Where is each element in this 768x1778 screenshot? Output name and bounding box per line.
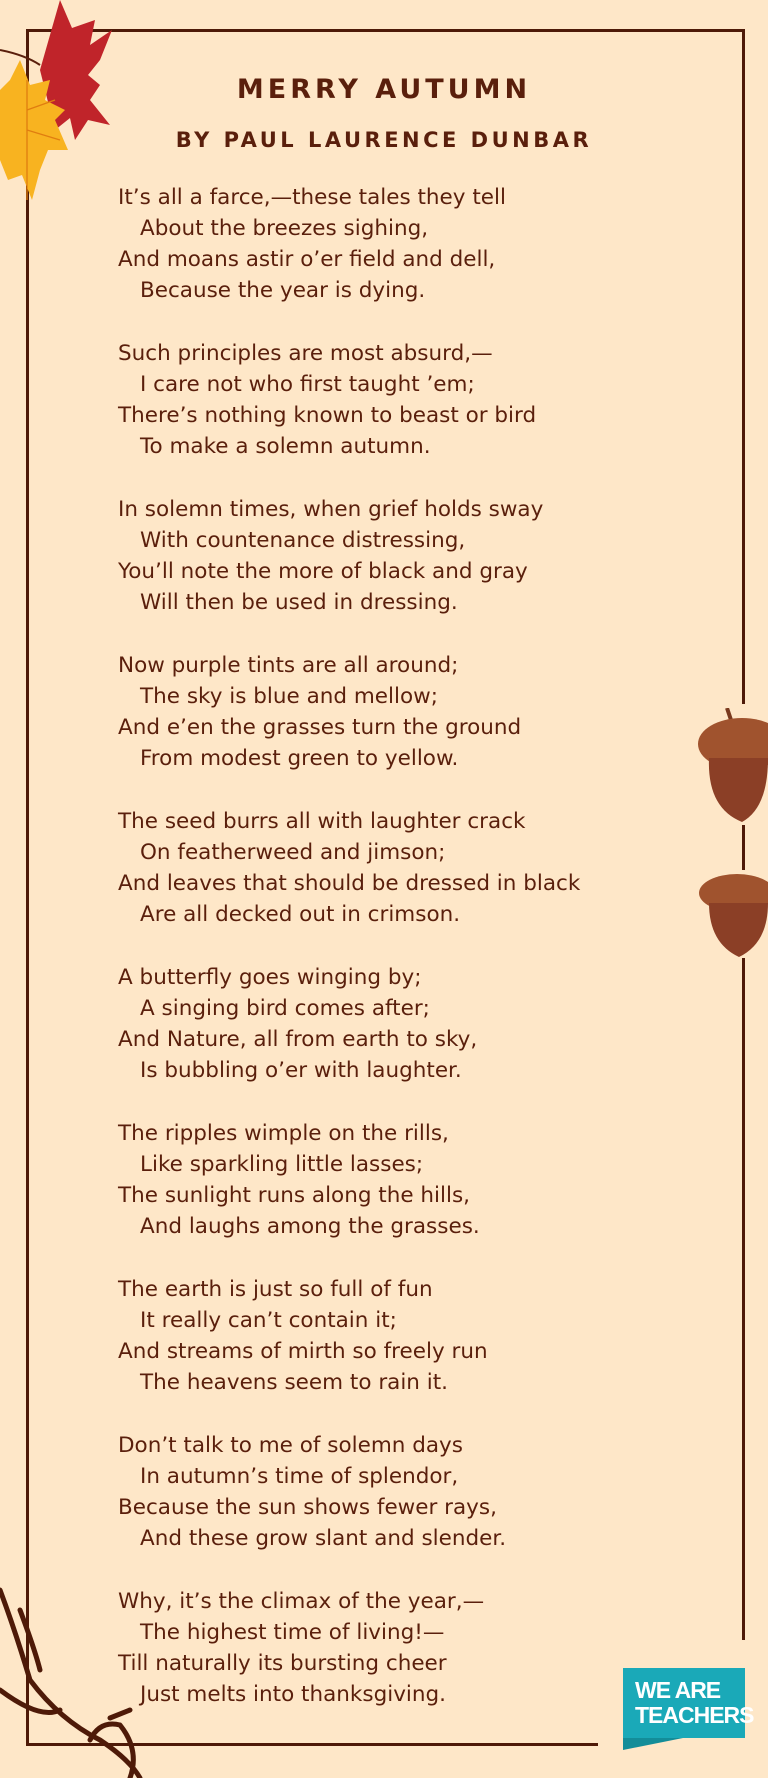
- poem-line: Don’t talk to me of solemn days: [118, 1433, 463, 1458]
- stanza: [118, 806, 580, 930]
- poem-line: It’s all a farce,—these tales they tell: [118, 185, 506, 210]
- poem-line: Are all decked out in crimson.: [140, 902, 461, 927]
- poem-line: Is bubbling o’er with laughter.: [140, 1058, 462, 1083]
- poem-line: I care not who first taught ’em;: [140, 372, 475, 397]
- poem-line: It really can’t contain it;: [140, 1308, 397, 1333]
- frame-right: [742, 825, 745, 870]
- poem-line: The seed burrs all with laughter crack: [118, 809, 526, 834]
- poem-line: And Nature, all from earth to sky,: [118, 1027, 478, 1052]
- acorn-icon: [697, 873, 768, 958]
- stanza: [118, 1274, 580, 1398]
- poem-line: Will then be used in dressing.: [140, 590, 458, 615]
- poem-line: Such principles are most absurd,—: [118, 341, 493, 366]
- logo-line2: TEACHERS: [635, 1702, 754, 1728]
- poem-line: Why, it’s the climax of the year,—: [118, 1589, 485, 1614]
- poem-body: [118, 182, 580, 1742]
- poem-line: And e’en the grasses turn the ground: [118, 715, 522, 740]
- stanza: [118, 338, 580, 462]
- poem-line: About the breezes sighing,: [140, 216, 429, 241]
- poem-line: And moans astir o’er field and dell,: [118, 247, 496, 272]
- poem-line: A butterfly goes winging by;: [118, 965, 422, 990]
- poem-line: With countenance distressing,: [140, 528, 466, 553]
- poem-line: In autumn’s time of splendor,: [140, 1464, 459, 1489]
- stanza: [118, 962, 580, 1086]
- poem-author: BY PAUL LAURENCE DUNBAR: [175, 128, 593, 152]
- we-are-teachers-logo[interactable]: [623, 1668, 754, 1738]
- poem-line: From modest green to yellow.: [140, 746, 459, 771]
- poem-line: A singing bird comes after;: [140, 996, 430, 1021]
- stanza: [118, 182, 580, 306]
- logo-line1: WE ARE: [635, 1677, 721, 1703]
- poem-line: To make a solemn autumn.: [140, 434, 431, 459]
- poem-line: The ripples wimple on the rills,: [118, 1121, 449, 1146]
- poem-line: And these grow slant and slender.: [140, 1526, 507, 1551]
- poem-line: Because the year is dying.: [140, 278, 426, 303]
- frame-top: [26, 29, 745, 32]
- poem-line: The sky is blue and mellow;: [140, 684, 438, 709]
- stanza: [118, 494, 580, 618]
- poem-line: Like sparkling little lasses;: [140, 1152, 424, 1177]
- poem-line: And leaves that should be dressed in black: [118, 871, 581, 896]
- frame-left: [26, 29, 29, 1746]
- poem-line: The sunlight runs along the hills,: [118, 1183, 470, 1208]
- stanza: [118, 1118, 580, 1242]
- poem-line: On featherweed and jimson;: [140, 840, 446, 865]
- stanza: [118, 1586, 580, 1710]
- frame-right: [742, 958, 745, 1640]
- poem-line: Just melts into thanksgiving.: [140, 1682, 446, 1707]
- poem-line: In solemn times, when grief holds sway: [118, 497, 544, 522]
- stanza: [118, 650, 580, 774]
- poem-line: The highest time of living!—: [140, 1620, 445, 1645]
- poem-line: There’s nothing known to beast or bird: [118, 403, 537, 428]
- poem-line: The heavens seem to rain it.: [140, 1370, 449, 1395]
- stanza: [118, 1430, 580, 1554]
- poem-line: The earth is just so full of fun: [118, 1277, 433, 1302]
- poem-line: Now purple tints are all around;: [118, 653, 459, 678]
- poem-line: And streams of mirth so freely run: [118, 1339, 488, 1364]
- acorn-icon: [697, 708, 768, 824]
- poem-title: MERRY AUTUMN: [236, 74, 532, 105]
- maple-leaves-icon: [0, 0, 130, 220]
- poem-line: You’ll note the more of black and gray: [118, 559, 528, 584]
- poem-line: Till naturally its bursting cheer: [118, 1651, 447, 1676]
- poem-line: Because the sun shows fewer rays,: [118, 1495, 497, 1520]
- poem-line: And laughs among the grasses.: [140, 1214, 480, 1239]
